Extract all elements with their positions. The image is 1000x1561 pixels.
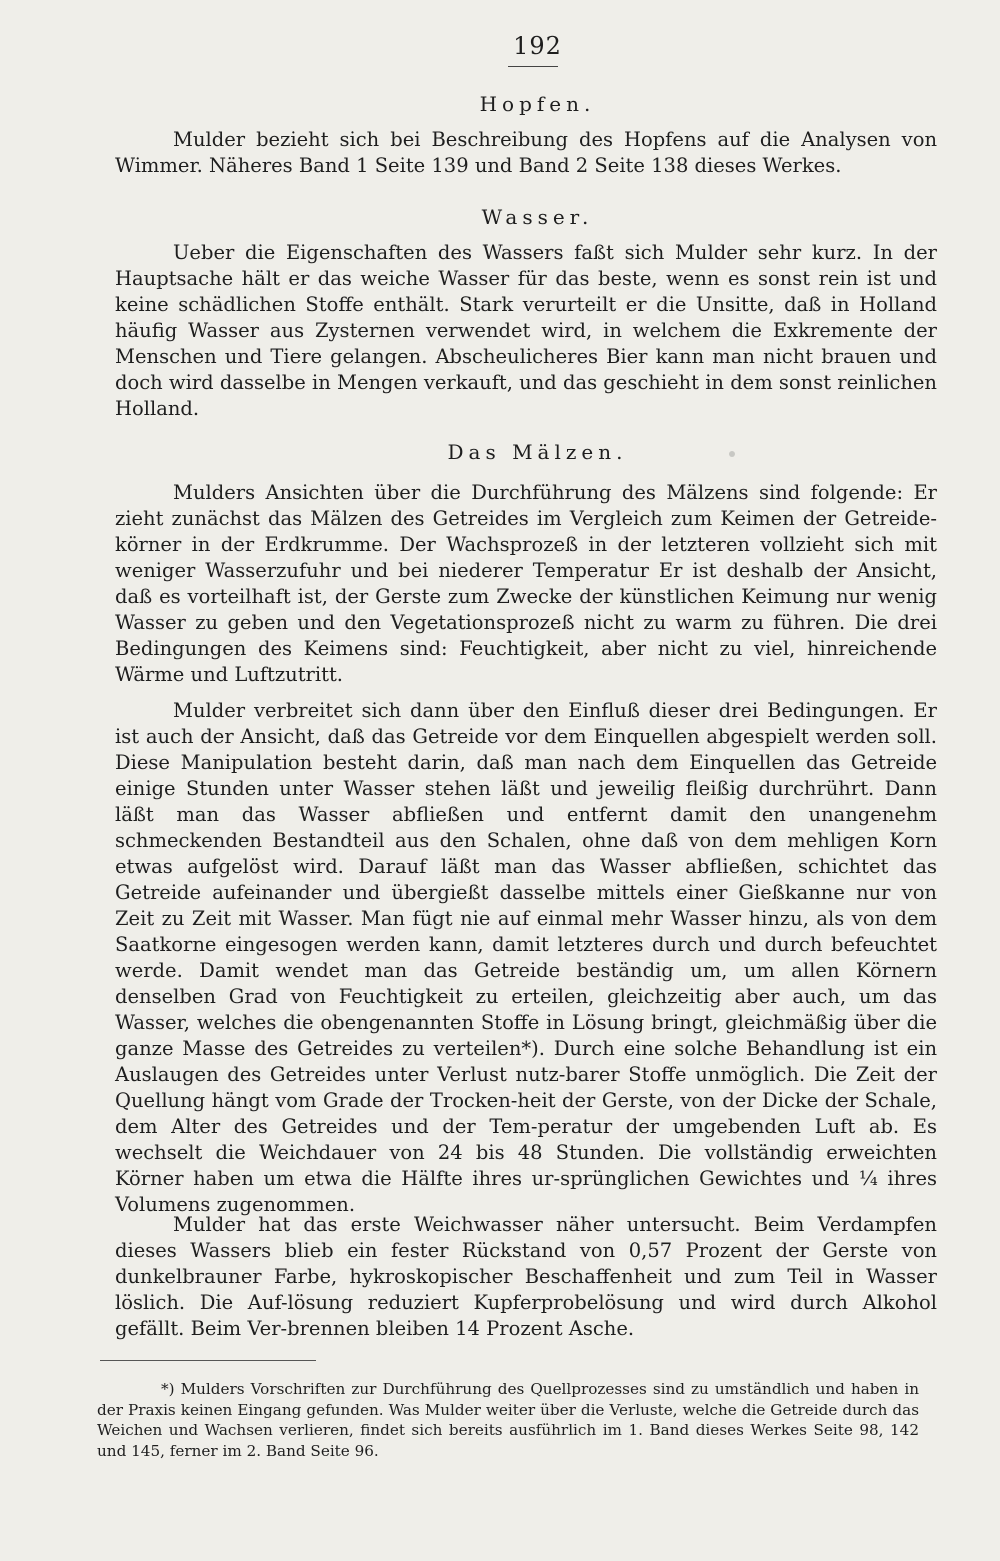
heading-wasser: Wasser. xyxy=(481,205,594,229)
paragraph-maelzen-1 xyxy=(115,480,937,688)
footnote-text: *) Mulders Vorschriften zur Durchführung des Quellprozesses sind zu umständlich und haben in der Praxis keinen Eingang gefunden. Was Mulder weiter über die Verluste, welche die Getreide durch das Weichen und Wachsen verlieren, findet sich bereits ausführlich im 1. Band dieses Werkes Seite 98, 142 und 145, ferner im 2. Band Seite 96. xyxy=(97,1380,919,1460)
paragraph-wasser xyxy=(115,240,937,422)
paragraph-text: Ueber die Eigenschaften des Wassers faßt sich Mulder sehr kurz. In der Hauptsache hält er das weiche Wasser für das beste, wenn es sonst rein ist und keine schädlichen Stoffe enthält. Stark verurteilt er die Unsitte, daß in Holland häufig Wasser aus Zysternen verwendet wird, in welchem die Exkremente der Menschen und Tiere gelangen. Abscheulicheres Bier kann man nicht brauen und doch wird dasselbe in Mengen verkauft, und das geschieht in dem sonst reinlichen Holland. xyxy=(115,241,937,420)
paragraph-text: Mulder bezieht sich bei Beschreibung des Hopfens auf die Analysen von Wimmer. Näheres Band 1 Seite 139 und Band 2 Seite 138 dieses Werkes. xyxy=(115,128,937,177)
paragraph-maelzen-3 xyxy=(115,1212,937,1342)
footnote-rule xyxy=(100,1360,316,1361)
paragraph-text: Mulder verbreitet sich dann über den Einfluß dieser drei Bedingungen. Er ist auch der Ansicht, daß das Getreide vor dem Einquellen abgespielt werden soll. Diese Manipulation besteht darin, daß man nach dem Einquellen das Getreide einige Stunden unter Wasser stehen läßt und jeweilig fleißig durchrührt. Dann läßt man das Wasser abfließen und entfernt damit den unangenehm schmeckenden Bestandteil aus den Schalen, ohne daß von dem mehligen Korn etwas aufgelöst wird. Darauf läßt man das Wasser abfließen, schichtet das Getreide aufeinander und übergießt dasselbe mittels einer Gießkanne nur von Zeit zu Zeit mit Wasser. Man fügt nie auf einmal mehr Wasser hinzu, als von dem Saatkorne eingesogen werden kann, damit letzteres durch und durch befeuchtet werde. Damit wendet man das Getreide beständig um, um allen Körnern denselben Grad von Feuchtigkeit zu erteilen, gleichzeitig aber auch, um das Wasser, welches die obengenannten Stoffe in Lösung bringt, gleichmäßig über die ganze Masse des Getreides zu verteilen*). Durch eine solche Behandlung ist ein Auslaugen des Getreides unter Verlust nutz-barer Stoffe unmöglich. Die Zeit der Quellung hängt vom Grade der Trocken-heit der Gerste, von der Dicke der Schale, dem Alter des Getreides und der Tem-peratur der umgebenden Luft ab. Es wechselt die Weichdauer von 24 bis 48 Stunden. Die vollständig erweichten Körner haben um etwa die Hälfte ihres ur-sprünglichen Gewichtes und ¼ ihres Volumens zugenommen. xyxy=(115,699,937,1216)
page-number: 192 xyxy=(513,32,562,60)
paragraph-hopfen xyxy=(115,127,937,179)
heading-hopfen: Hopfen. xyxy=(479,92,596,116)
paragraph-text: Mulder hat das erste Weichwasser näher untersucht. Beim Verdampfen dieses Wassers blieb ein fester Rückstand von 0,57 Prozent der Gerste von dunkelbrauner Farbe, hykroskopischer Beschaffenheit und zum Teil in Wasser löslich. Die Auf-lösung reduziert Kupferprobelösung und wird durch Alkohol gefällt. Beim Ver-brennen bleiben 14 Prozent Asche. xyxy=(115,1213,937,1340)
footnote xyxy=(97,1379,919,1461)
ink-dot xyxy=(729,451,735,457)
page-number-rule xyxy=(508,66,558,67)
heading-maelzen: Das Mälzen. xyxy=(447,440,628,464)
paragraph-text: Mulders Ansichten über die Durchführung des Mälzens sind folgende: Er zieht zunächst das Mälzen des Getreides im Vergleich zum Keimen der Getreide-körner in der Erdkrumme. Der Wachsprozeß in der letzteren vollzieht sich mit weniger Wasserzufuhr und bei niederer Temperatur Er ist deshalb der Ansicht, daß es vorteilhaft ist, der Gerste zum Zwecke der künstlichen Keimung nur wenig Wasser zu geben und den Vegetationsprozeß nicht zu warm zu führen. Die drei Bedingungen des Keimens sind: Feuchtigkeit, aber nicht zu viel, hinreichende Wärme und Luftzutritt. xyxy=(115,481,937,686)
paragraph-maelzen-2 xyxy=(115,698,937,1218)
